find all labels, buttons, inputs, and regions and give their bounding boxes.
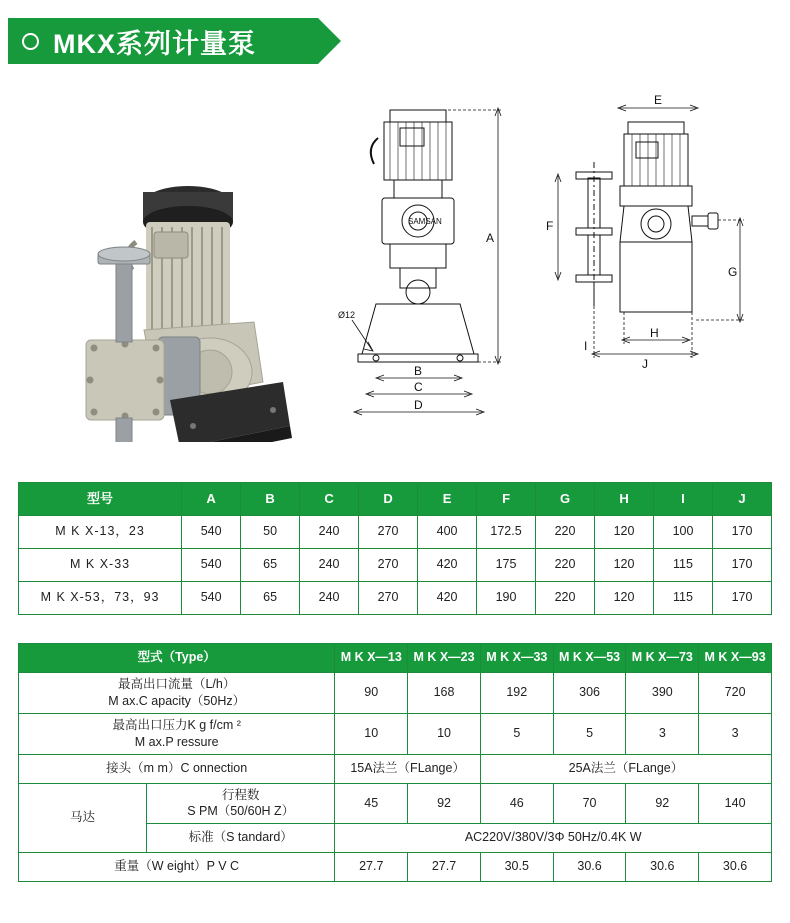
cell-weight-mkx23: 27.7 bbox=[408, 853, 481, 882]
cell-capacity-mkx23: 168 bbox=[408, 673, 481, 714]
dim-label-I: I bbox=[584, 339, 588, 353]
cell-pressure-mkx73: 3 bbox=[626, 713, 699, 754]
cell-connection-15a: 15A法兰（FLange） bbox=[335, 754, 481, 783]
cell-connection-25a: 25A法兰（FLange） bbox=[480, 754, 771, 783]
col-header-mkx23: M K X—23 bbox=[408, 644, 481, 673]
spec-header-row bbox=[19, 644, 772, 673]
cell-e: 400 bbox=[418, 516, 477, 549]
cell-stroke-mkx13: 45 bbox=[335, 783, 408, 824]
cell-stroke-mkx23: 92 bbox=[408, 783, 481, 824]
pump-photo bbox=[58, 82, 308, 442]
cell-model: M K X-33 bbox=[19, 549, 182, 582]
col-header-mkx93: M K X—93 bbox=[699, 644, 772, 673]
col-header-type: 型式（Type） bbox=[19, 644, 335, 673]
cell-capacity-mkx73: 390 bbox=[626, 673, 699, 714]
cell-j: 170 bbox=[712, 582, 771, 615]
cell-h: 120 bbox=[595, 582, 654, 615]
circle-outline-icon bbox=[22, 33, 39, 50]
cell-d: 270 bbox=[359, 549, 418, 582]
cell-weight-mkx13: 27.7 bbox=[335, 853, 408, 882]
row-label-capacity bbox=[19, 673, 335, 714]
cell-standard-value: AC220V/380V/3Φ 50Hz/0.4K W bbox=[335, 824, 772, 853]
cell-d: 270 bbox=[359, 582, 418, 615]
cell-g: 220 bbox=[536, 516, 595, 549]
cell-a: 540 bbox=[182, 582, 241, 615]
side-view-drawing bbox=[528, 92, 778, 432]
cell-d: 270 bbox=[359, 516, 418, 549]
col-header-model: 型号 bbox=[19, 483, 182, 516]
table-row bbox=[19, 516, 772, 549]
col-header-i: I bbox=[654, 483, 713, 516]
dim-label-B: B bbox=[414, 364, 423, 378]
row-label-pressure-en: M ax.P ressure bbox=[134, 734, 219, 749]
cell-g: 220 bbox=[536, 582, 595, 615]
page-header bbox=[0, 10, 790, 72]
cell-capacity-mkx33: 192 bbox=[480, 673, 553, 714]
cell-b: 65 bbox=[241, 549, 300, 582]
cell-c: 240 bbox=[300, 549, 359, 582]
cell-f: 190 bbox=[477, 582, 536, 615]
cell-model: M K X-13，23 bbox=[19, 516, 182, 549]
table-gap bbox=[0, 615, 790, 633]
cell-h: 120 bbox=[595, 549, 654, 582]
row-label-stroke-en: S PM（50/60H Z） bbox=[187, 804, 295, 819]
cell-pressure-mkx93: 3 bbox=[699, 713, 772, 754]
cell-c: 240 bbox=[300, 516, 359, 549]
cell-j: 170 bbox=[712, 549, 771, 582]
cell-j: 170 bbox=[712, 516, 771, 549]
brand-label: SAMSAN bbox=[408, 217, 442, 226]
cell-a: 540 bbox=[182, 549, 241, 582]
cell-i: 100 bbox=[654, 516, 713, 549]
col-header-f: F bbox=[477, 483, 536, 516]
dim-label-D: D bbox=[414, 398, 423, 412]
cell-i: 115 bbox=[654, 582, 713, 615]
cell-capacity-mkx53: 306 bbox=[553, 673, 626, 714]
cell-stroke-mkx33: 46 bbox=[480, 783, 553, 824]
dim-label-G: G bbox=[728, 265, 738, 279]
row-label-connection: 接头（m m）C onnection bbox=[19, 754, 335, 783]
cell-weight-mkx53: 30.6 bbox=[553, 853, 626, 882]
row-label-motor: 马达 bbox=[19, 783, 147, 853]
cell-pressure-mkx33: 5 bbox=[480, 713, 553, 754]
spec-row-weight bbox=[19, 853, 772, 882]
cell-a: 540 bbox=[182, 516, 241, 549]
cell-pressure-mkx13: 10 bbox=[335, 713, 408, 754]
dim-label-A: A bbox=[486, 231, 495, 245]
row-label-capacity-en: M ax.C apacity（50Hz） bbox=[108, 693, 246, 708]
col-header-mkx53: M K X—53 bbox=[553, 644, 626, 673]
col-header-d: D bbox=[359, 483, 418, 516]
cell-pressure-mkx23: 10 bbox=[408, 713, 481, 754]
cell-stroke-mkx93: 140 bbox=[699, 783, 772, 824]
cell-stroke-mkx53: 70 bbox=[553, 783, 626, 824]
col-header-g: G bbox=[536, 483, 595, 516]
cell-model: M K X-53，73，93 bbox=[19, 582, 182, 615]
title-banner bbox=[8, 18, 318, 64]
cell-f: 172.5 bbox=[477, 516, 536, 549]
dim-label-F: F bbox=[546, 219, 554, 233]
product-illustrations bbox=[8, 72, 782, 472]
row-label-standard: 标准（S tandard） bbox=[147, 824, 335, 853]
table-row bbox=[19, 582, 772, 615]
row-label-stroke bbox=[147, 783, 335, 824]
col-header-mkx73: M K X—73 bbox=[626, 644, 699, 673]
cell-weight-mkx93: 30.6 bbox=[699, 853, 772, 882]
col-header-c: C bbox=[300, 483, 359, 516]
dimension-table bbox=[18, 482, 772, 615]
cell-i: 115 bbox=[654, 549, 713, 582]
page-title: MKX系列计量泵 bbox=[53, 28, 256, 59]
dimension-table-block bbox=[18, 482, 772, 615]
table-row bbox=[19, 549, 772, 582]
col-header-mkx33: M K X—33 bbox=[480, 644, 553, 673]
cell-weight-mkx33: 30.5 bbox=[480, 853, 553, 882]
cell-f: 175 bbox=[477, 549, 536, 582]
col-header-mkx13: M K X—13 bbox=[335, 644, 408, 673]
cell-h: 120 bbox=[595, 516, 654, 549]
dim-label-E: E bbox=[654, 93, 663, 107]
cell-e: 420 bbox=[418, 582, 477, 615]
specification-table-block bbox=[18, 643, 772, 882]
cell-c: 240 bbox=[300, 582, 359, 615]
spec-row-motor-stroke bbox=[19, 783, 772, 824]
front-view-drawing bbox=[338, 92, 518, 432]
dim-label-C: C bbox=[414, 380, 423, 394]
cell-capacity-mkx13: 90 bbox=[335, 673, 408, 714]
col-header-b: B bbox=[241, 483, 300, 516]
cell-b: 65 bbox=[241, 582, 300, 615]
row-label-stroke-cn: 行程数 bbox=[221, 787, 260, 802]
cell-weight-mkx73: 30.6 bbox=[626, 853, 699, 882]
specification-table bbox=[18, 643, 772, 882]
row-label-pressure-cn: 最高出口压力K g f/cm ² bbox=[112, 717, 241, 732]
dim-label-diameter12: Ø12 bbox=[338, 310, 356, 320]
cell-b: 50 bbox=[241, 516, 300, 549]
dim-label-J: J bbox=[642, 357, 648, 371]
cell-e: 420 bbox=[418, 549, 477, 582]
spec-row-connection bbox=[19, 754, 772, 783]
cell-pressure-mkx53: 5 bbox=[553, 713, 626, 754]
col-header-e: E bbox=[418, 483, 477, 516]
row-label-weight: 重量（W eight）P V C bbox=[19, 853, 335, 882]
spec-row-pressure bbox=[19, 713, 772, 754]
spec-row-capacity bbox=[19, 673, 772, 714]
col-header-h: H bbox=[595, 483, 654, 516]
cell-stroke-mkx73: 92 bbox=[626, 783, 699, 824]
row-label-capacity-cn: 最高出口流量（L/h） bbox=[117, 677, 236, 691]
col-header-j: J bbox=[712, 483, 771, 516]
cell-capacity-mkx93: 720 bbox=[699, 673, 772, 714]
dim-label-H: H bbox=[650, 326, 659, 340]
col-header-a: A bbox=[182, 483, 241, 516]
table-header-row bbox=[19, 483, 772, 516]
cell-g: 220 bbox=[536, 549, 595, 582]
row-label-pressure bbox=[19, 713, 335, 754]
